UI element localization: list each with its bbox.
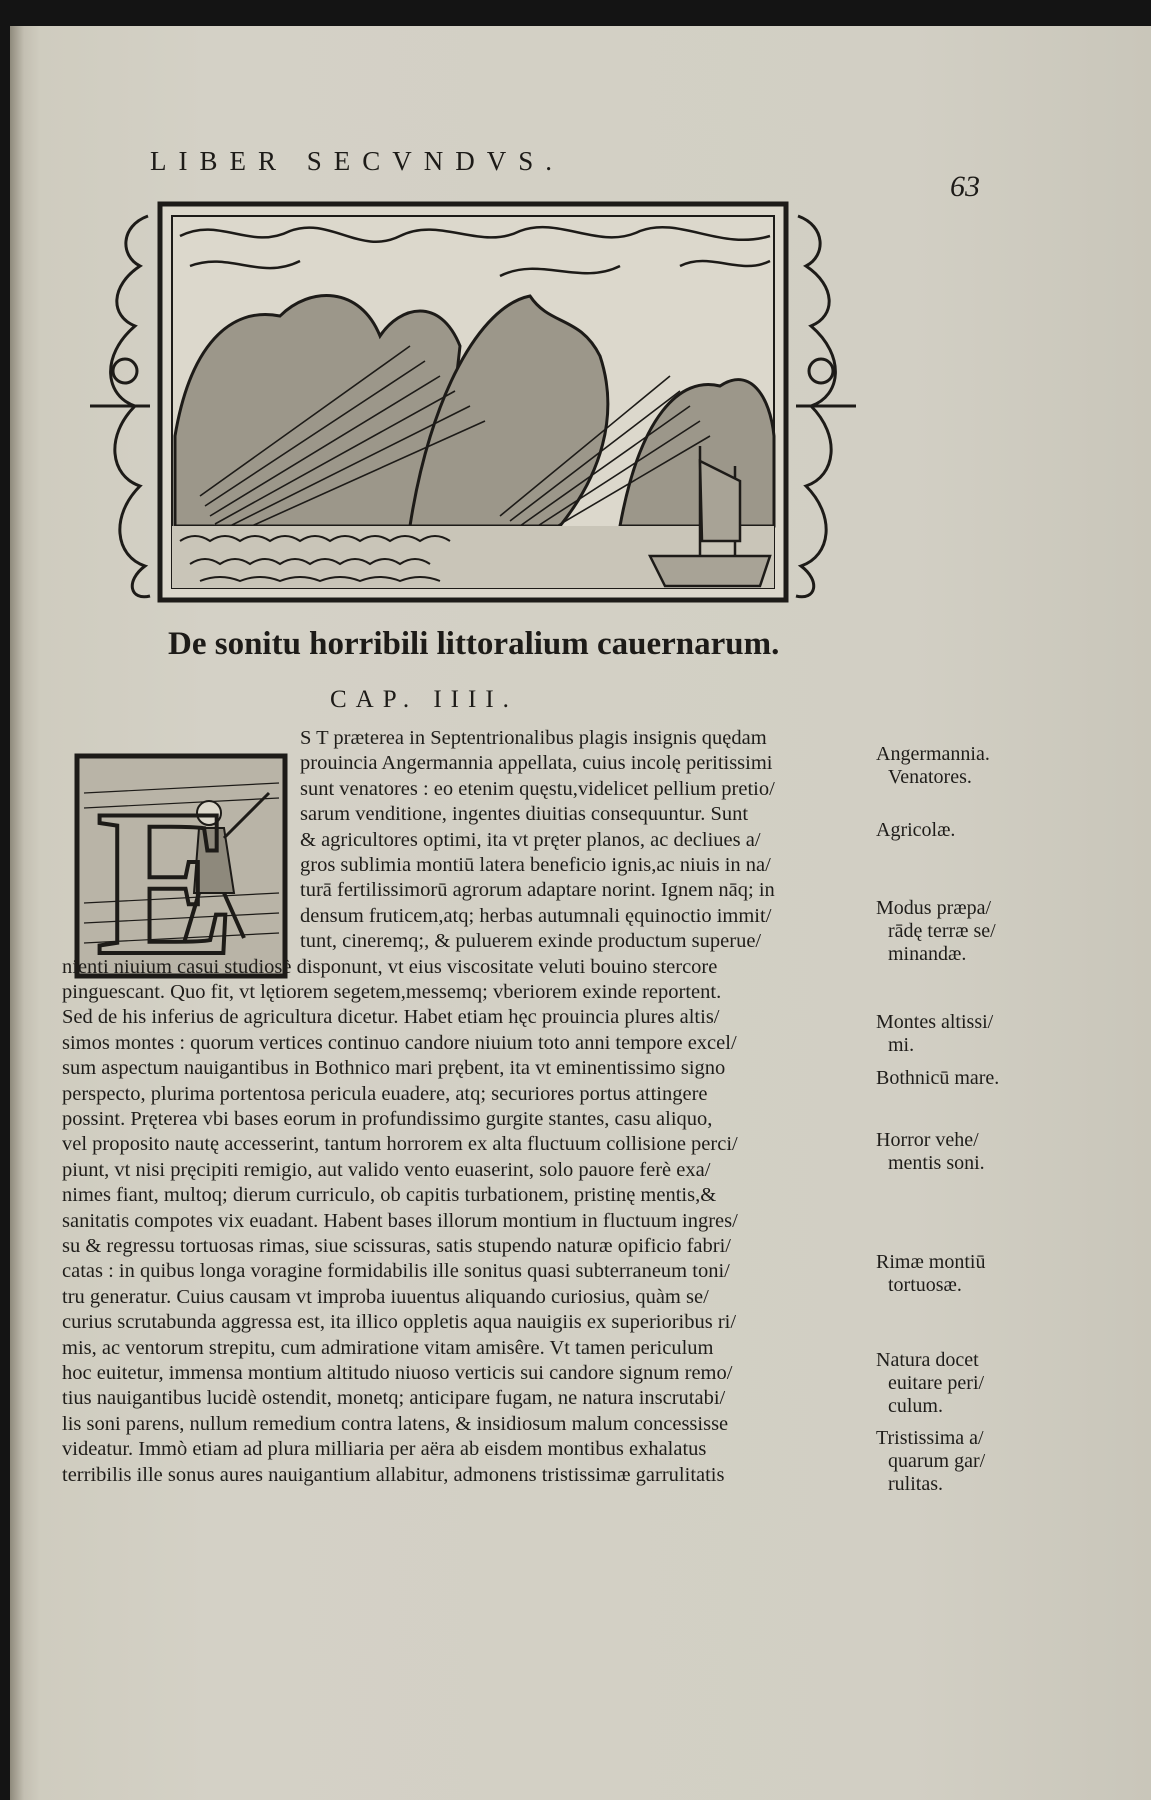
margin-note-line: Rimæ montiū [876,1251,986,1273]
body-line: sarum venditione, ingentes diuitias consequuntur. Sunt [300,803,749,826]
body-line: sanitatis compotes vix euadant. Habent bases illorum montium in fluctuum ingres/ [62,1209,738,1232]
initial-e-woodcut-image [74,753,288,979]
margin-note-line: quarum gar/ [888,1450,986,1472]
body-line: simos montes : quorum vertices continuo candore niuium toto anni tempore excel/ [62,1031,737,1054]
margin-note-line: Natura docet [876,1349,979,1371]
margin-note-line: Bothnicū mare. [876,1067,1000,1089]
margin-note-line: culum. [888,1395,943,1417]
woodcut-cliffs-ship-image [80,196,866,616]
margin-note-line: Tristissima a/ [876,1427,984,1449]
book-page [10,26,1151,1800]
body-line: nimes fiant, multoq; dierum curriculo, ob capitis turbationem, pristinę mentis,& [62,1184,717,1207]
margin-note-line: Montes altissi/ [876,1011,994,1033]
margin-note-line: Angermannia. [876,743,990,765]
running-head: LIBER SECVNDVS. [150,146,565,176]
page-gutter-edge [10,26,24,1800]
margin-note-line: rulitas. [888,1473,943,1495]
body-line: su & regressu tortuosas rimas, siue scissuras, satis stupendo naturæ opificio fabri/ [62,1235,731,1257]
margin-note-line: tortuosæ. [888,1274,962,1296]
body-line: tius nauigantibus lucidè ostendit, monetq; anticipare fugam, ne natura inscrutabi/ [62,1387,726,1410]
body-line: tunt, cineremq;, & puluerem exinde productum superue/ [300,930,762,953]
page-number: 63 [950,170,980,203]
body-line: nienti niuium casui studiosè disponunt, vt eius viscositate veluti bouino stercore [62,955,718,978]
margin-note-line: Horror vehe/ [876,1129,979,1151]
body-line: sunt venatores : eo etenim quęstu,videlicet pellium pretio/ [300,777,775,800]
body-line: densum fruticem,atq; herbas autumnali ęquinoctio immit/ [300,904,772,927]
body-line: sum aspectum nauigantibus in Bothnico mari prębent, ita vt eminentissimo signo [62,1057,726,1080]
body-line: mis, ac ventorum strepitu, cum admiratione vitam amisêre. Vt tamen periculum [62,1336,714,1359]
body-line: terribilis ille sonus aures nauigantium allabitur, admonens tristissimæ garrulitatis [62,1463,725,1486]
body-line: gros sublimia montiū latera beneficio ignis,ac niuis in na/ [300,854,771,876]
decorated-initial-letter [74,753,288,979]
body-line: tru generatur. Cuius causam vt improba iuuentus aliquando curiosius, quàm se/ [62,1285,709,1308]
body-line: videatur. Immò etiam ad plura milliaria per aëra ab eisdem montibus exhalatus [62,1438,707,1461]
body-line: catas : in quibus longa voragine formidabilis ille sonitus quasi subterraneum toni/ [62,1260,730,1283]
body-line: hoc euitetur, immensa montium altitudo niuoso verticis sui candore signum remo/ [62,1362,733,1384]
body-line: vel proposito nautę accesserint, tantum horrorem ex alta fluctuum collisione perci/ [62,1133,738,1156]
margin-note-line: Agricolæ. [876,819,956,841]
margin-note-line: minandæ. [888,943,967,965]
initial-letter-glyph: E [96,767,237,979]
body-line: lis soni parens, nullum remedium contra latens, & insidiosum malum concessisse [62,1412,729,1435]
body-line: Sed de his inferius de agricultura dicetur. Habet etiam hęc prouincia plures altis/ [62,1006,720,1029]
body-line: piunt, vt nisi pręcipiti remigio, aut valido vento euaserint, solo pauore ferè exa/ [62,1158,711,1181]
body-line: S T præterea in Septentrionalibus plagis insignis quędam [300,727,767,749]
body-line: pinguescant. Quo fit, vt lętiorem segetem,messemq; vberiorem exinde reportent. [62,981,722,1003]
margin-note-line: Venatores. [888,766,972,788]
body-line: prouincia Angermannia appellata, cuius incolę peritissimi [300,752,773,775]
body-line: possint. Pręterea vbi bases eorum in profundissimo gurgite stantes, casu aliquo, [62,1108,713,1130]
chapter-title: De sonitu horribili littoralium cauernarum. [168,626,780,662]
margin-note-line: Modus præpa/ [876,897,991,919]
margin-note-line: mentis soni. [888,1152,985,1174]
body-line: & agricultores optimi, ita vt pręter planos, ac decliues a/ [300,828,761,851]
woodcut-illustration [80,196,866,616]
body-line: curius scrutabunda aggressa est, ita illico oppletis aqua nauigiis ex superioribus ri/ [62,1311,737,1334]
margin-note-line: mi. [888,1034,915,1056]
margin-note-line: rādę terræ se/ [888,920,996,942]
body-line: perspecto, plurima portentosa pericula euadere, atq; securiores portus attingere [62,1082,708,1105]
body-line: turā fertilissimorū agrorum adaptare norint. Ignem nāq; in [300,879,775,902]
margin-note-line: euitare peri/ [888,1372,985,1394]
chapter-number: CAP. IIII. [330,686,518,713]
